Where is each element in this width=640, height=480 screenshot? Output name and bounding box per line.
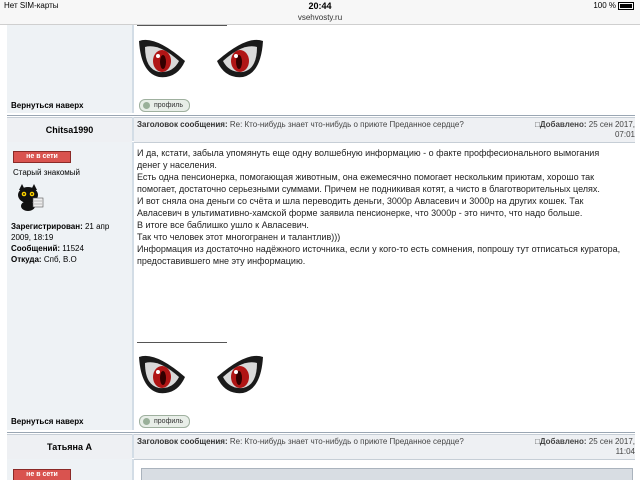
post-subject: Заголовок сообщения: Re: Кто-нибудь знает что-нибудь о приюте Преданное сердце? (137, 120, 464, 129)
post-date: □Добавлено: 25 сен 2017, 07:01 (534, 120, 635, 139)
profile-button[interactable]: профиль (139, 415, 190, 428)
carrier-label: Нет SIM-карты (4, 1, 59, 10)
post-paragraph: И да, кстати, забыла упомянуть еще одну волшебную информацию - о факте проффесионального вымогания денег у населения. (137, 148, 600, 170)
post-icon: □ (534, 120, 540, 129)
profile-button[interactable]: профиль (139, 99, 190, 112)
post-paragraph: Есть одна пенсионерка, помогающая животным, она ежемесячно помогает нескольким приютам, хорошо так помогает, достаточно серьезными суммами. Причем не подникивая котят, а чисто в благотворительных целях. (137, 172, 600, 194)
back-to-top-link[interactable]: Вернуться наверх (11, 417, 84, 426)
status-bar (0, 0, 640, 12)
offline-badge: не в сети (13, 469, 71, 480)
profile-icon (143, 418, 150, 425)
post-author[interactable]: Татьяна А (47, 442, 92, 452)
signature-divider (137, 342, 227, 343)
post-icon: □ (534, 437, 540, 446)
forum-page (0, 25, 640, 480)
post-subject: Заголовок сообщения: Re: Кто-нибудь знает что-нибудь о приюте Преданное сердце? (137, 437, 464, 446)
post-author[interactable]: Chitsa1990 (45, 125, 94, 135)
battery-icon (618, 2, 634, 10)
clock: 20:44 (308, 1, 332, 11)
address-bar[interactable]: vsehvosty.ru (0, 12, 640, 25)
post-paragraph: В итоге все баблишко ушло к Авласевич. (137, 220, 309, 230)
evil-eyes-image (137, 347, 265, 397)
post-paragraph: Информация из достаточно надёжного источника, если у кого-то есть сомнения, попрошу тут отписаться куратора, предоставившего мне эту информацию. (137, 244, 621, 266)
post-body (137, 147, 623, 267)
user-info: Зарегистрирован: 21 апр 2009, 18:19 Сообщений: 11524 Откуда: Спб, В.О (11, 222, 110, 264)
back-to-top-link[interactable]: Вернуться наверх (11, 101, 84, 110)
user-rank: Старый знакомый (13, 168, 80, 177)
profile-icon (143, 102, 150, 109)
post-paragraph: И вот сняла она деньги со счёта и шла переводить деньги, 3000р Авласевич и 3000р на других кошек. Так Авласевич в ультимативно-хамской форме заявила пенсионерке, что 3000р - это ничто, что надо больше. (137, 196, 584, 218)
cat-avatar (13, 182, 45, 212)
signature-divider (137, 25, 227, 26)
post-date: □Добавлено: 25 сен 2017, 11:04 (534, 437, 635, 456)
post-paragraph: Так что человек этот многогранен и талантлив))) (137, 232, 341, 242)
evil-eyes-image (137, 31, 265, 81)
battery-indicator: 100 % (593, 0, 634, 12)
offline-badge: не в сети (13, 151, 71, 163)
quote-block (141, 468, 633, 480)
